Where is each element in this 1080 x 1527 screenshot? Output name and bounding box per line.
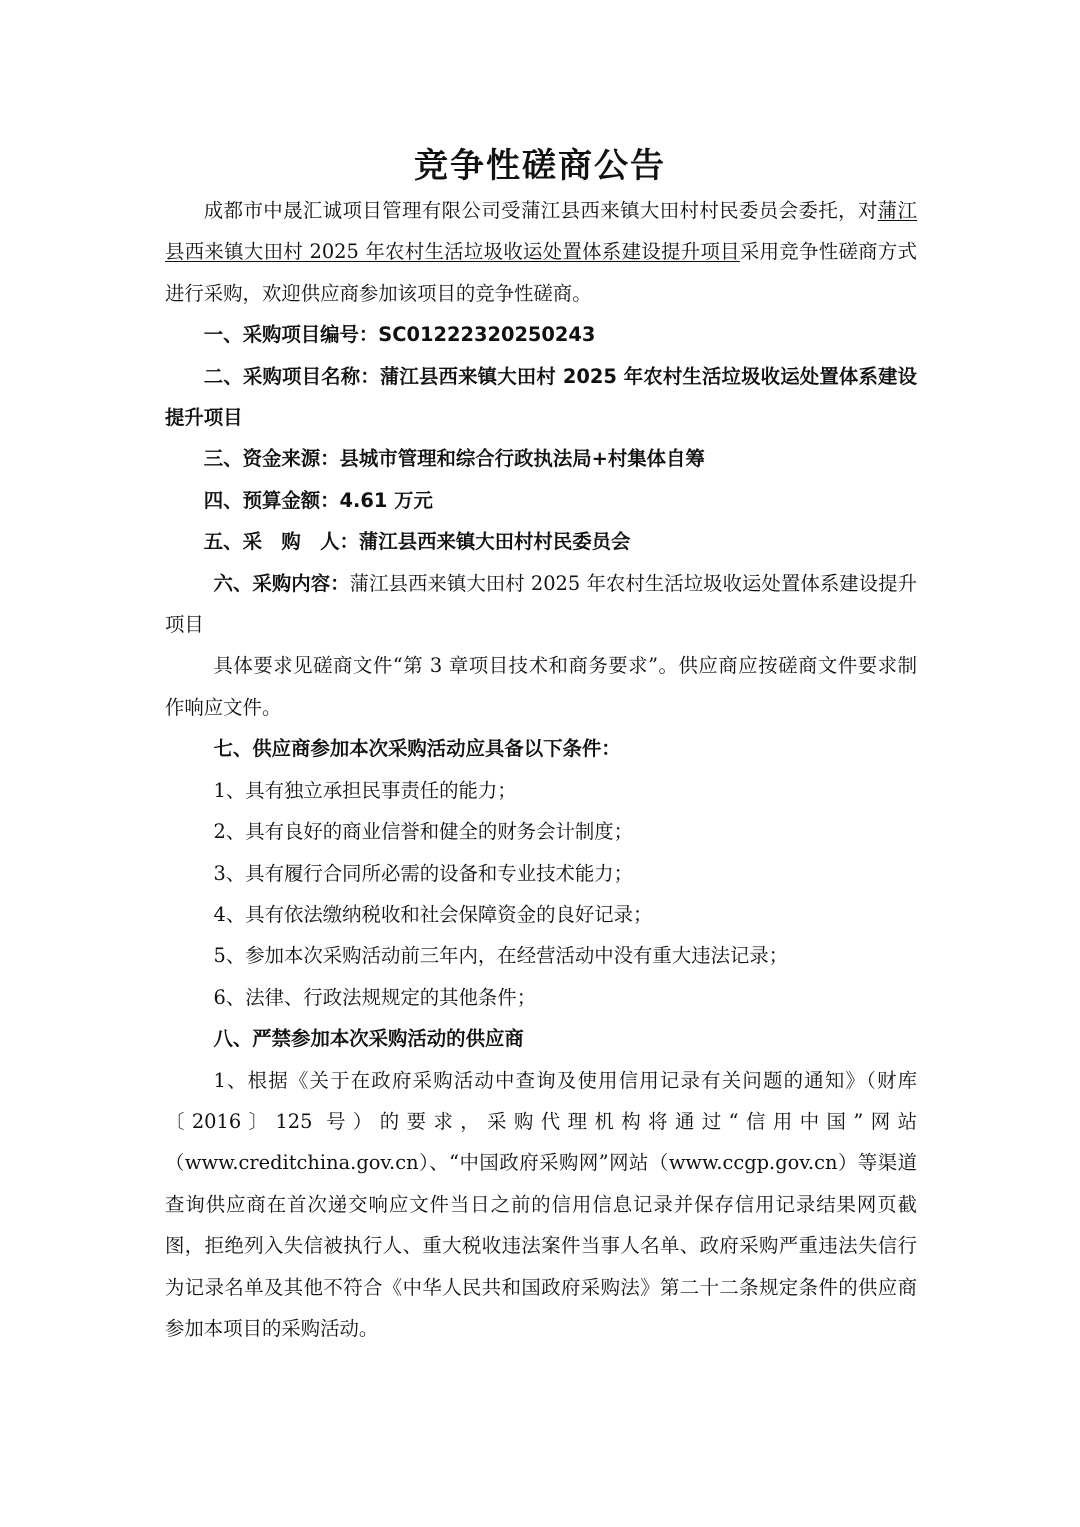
condition-item: 4、具有依法缴纳税收和社会保障资金的良好记录； <box>213 902 653 926</box>
intro-paragraph <box>165 190 917 314</box>
prohibited-paragraph: 1、根据《关于在政府采购活动中查询及使用信用记录有关问题的通知》（财库〔2016〕125 号）的要求，采购代理机构将通过“信用中国”网站（www.creditchina.gov.cn）、“中国政府采购网”网站（www.ccgp.gov.cn）等渠道查询供应商在首次递交响应文件当日之前的信用信息记录并保存信用记录结果网页截图，拒绝列入失信被执行人、重大税收违法案件当事人名单、政府采购严重违法失信行为记录名单及其他不符合《中华人民共和国政府采购法》第二十二条规定条件的供应商参加本项目的采购活动。 <box>165 1068 917 1340</box>
condition-item: 2、具有良好的商业信誉和健全的财务会计制度； <box>213 820 634 844</box>
procurement-content-text: 蒲江县西来镇大田村 2025 年农村生活垃圾收运处置体系建设提升项目 <box>165 571 917 637</box>
procurement-content <box>165 563 917 646</box>
project-name: 二、采购项目名称：蒲江县西来镇大田村 2025 年农村生活垃圾收运处置体系建设提升项目 <box>165 364 917 430</box>
budget-amount: 四、预算金额：4.61 万元 <box>203 488 433 512</box>
intro-prefix: 成都市中晟汇诚项目管理有限公司受蒲江县西来镇大田村村民委员会委托，对 <box>203 199 878 222</box>
purchaser: 五、采 购 人：蒲江县西来镇大田村村民委员会 <box>203 530 631 554</box>
prohibited-heading: 八、严禁参加本次采购活动的供应商 <box>213 1027 524 1051</box>
condition-item: 6、法律、行政法规规定的其他条件； <box>213 985 537 1009</box>
condition-item: 5、参加本次采购活动前三年内，在经营活动中没有重大违法记录； <box>213 944 789 968</box>
intro-suffix: 采用竞争性磋商方式进行采购，欢迎供应商参加该项目的竞争性磋商。 <box>165 240 917 305</box>
project-number: 一、采购项目编号：SC01222320250243 <box>203 323 596 347</box>
document-body <box>165 190 917 1349</box>
condition-item: 3、具有履行合同所必需的设备和专业技术能力； <box>213 861 634 885</box>
funding-source: 三、资金来源：县城市管理和综合行政执法局+村集体自筹 <box>203 447 705 471</box>
procurement-content-label: 六、采购内容： <box>213 571 350 595</box>
project-name-link[interactable]: 蒲江县西来镇大田村 2025 年农村生活垃圾收运处置体系建设提升项目 <box>165 199 918 264</box>
condition-item: 1、具有独立承担民事责任的能力； <box>213 778 517 802</box>
conditions-heading: 七、供应商参加本次采购活动应具备以下条件： <box>213 737 621 761</box>
requirements-note: 具体要求见磋商文件“第 3 章项目技术和商务要求”。供应商应按磋商文件要求制作响应文件。 <box>165 654 917 719</box>
page-title: 竞争性磋商公告 <box>414 146 666 186</box>
